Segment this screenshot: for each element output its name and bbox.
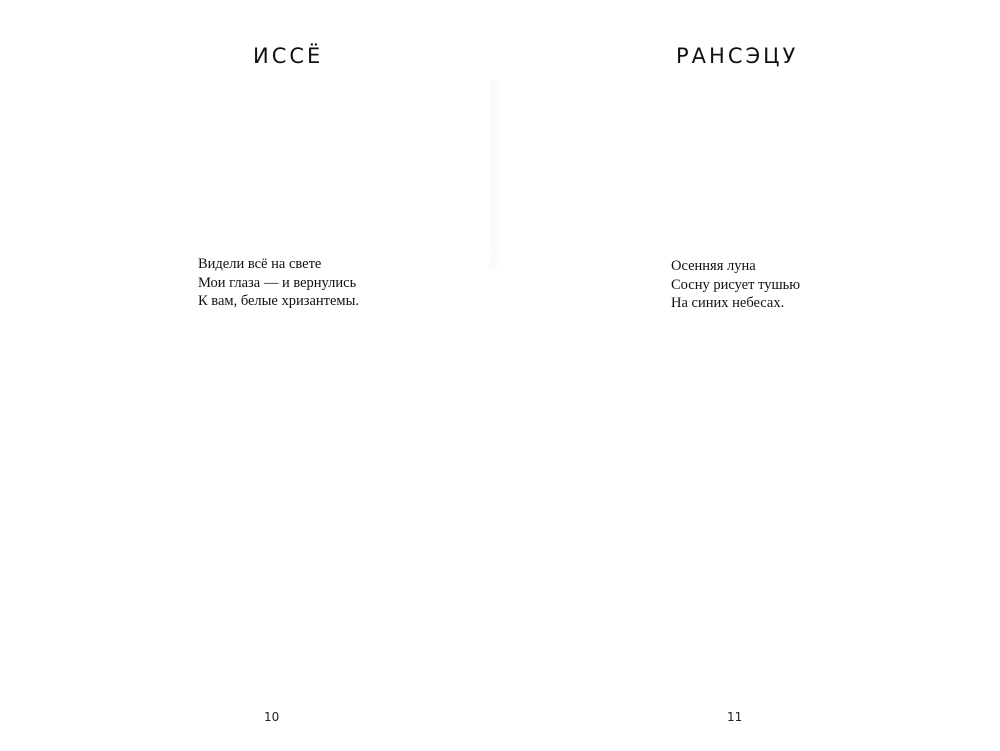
poem-line: Осенняя луна <box>671 258 756 274</box>
poem-line: Мои глаза — и вернулись <box>198 274 357 291</box>
page-number: 11 <box>727 710 743 724</box>
poem-author-title: РАНСЭЦУ <box>676 44 799 68</box>
right-page <box>500 0 1000 751</box>
poem-line: На синих небесах. <box>671 295 785 311</box>
poem-line: К вам, белые хризантемы. <box>198 293 359 309</box>
page-number: 10 <box>264 710 280 724</box>
haiku-poem <box>198 255 359 311</box>
poem-author-title: ИССЁ <box>253 44 324 68</box>
haiku-poem <box>671 257 800 313</box>
poem-line: Сосну рисует тушью <box>671 276 801 293</box>
poem-line: Видели всё на свете <box>198 256 322 272</box>
